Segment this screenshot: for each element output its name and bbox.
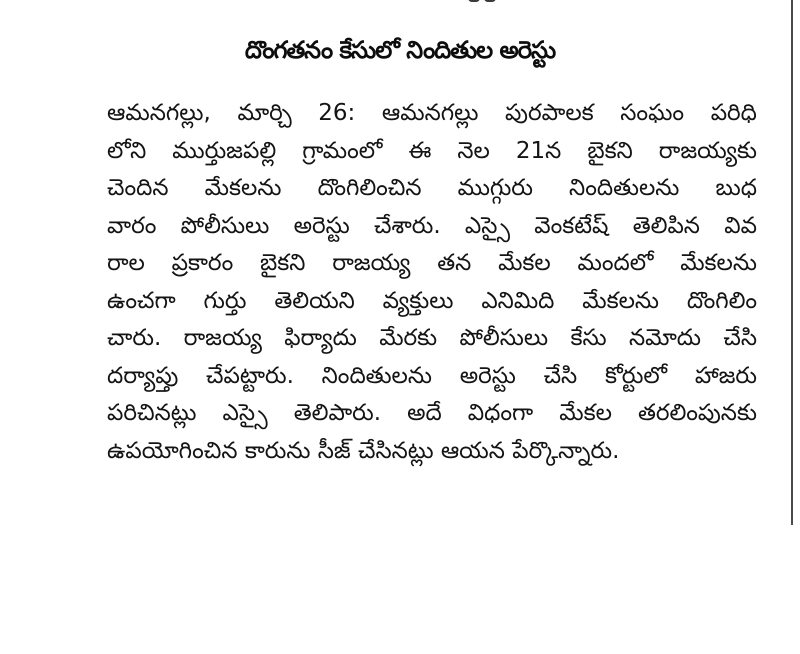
- article-line: రాల ప్రకారం బైకని రాజయ్య తన మేకల మందలో మేకలను: [107, 250, 757, 276]
- article-line: ఉంచగా గుర్తు తెలియని వ్యక్తులు ఎనిమిది మేకలను దొంగిలిం: [107, 287, 757, 314]
- article-line: లోని ముర్తుజపల్లి గ్రామంలో ఈ నెల 21న బైకని రాజయ్యకు: [107, 137, 757, 164]
- article-line: వారం పోలీసులు అరెస్టు చేశారు. ఎస్సై వెంకటేష్ తెలిపిన వివ: [107, 212, 757, 239]
- article-body: [107, 95, 757, 470]
- article-line: చారు. రాజయ్య ఫిర్యాదు మేరకు పోలీసులు కేసు నమోదు చేసి: [107, 325, 757, 351]
- article-line: పరిచినట్లు ఎస్సై తెలిపారు. అదే విధంగా మేకల తరలింపునకు: [107, 400, 757, 426]
- cropped-headline-fragment: [468, 0, 508, 4]
- column-divider: [791, 0, 793, 525]
- article-line: ఆమనగల్లు, మార్చి 26: ఆమనగల్లు పురపాలక సంఘం పరిధి: [107, 100, 757, 126]
- blank-margin: [0, 530, 800, 654]
- article-headline: దొంగతనం కేసులో నిందితుల అరెస్టు: [244, 36, 556, 64]
- article-line: ఉపయోగించిన కారును సీజ్ చేసినట్లు ఆయన పేర్కొన్నారు.: [107, 437, 620, 464]
- article-line: చెందిన మేకలను దొంగిలించిన ముగ్గురు నిందితులను బుధ: [107, 175, 757, 201]
- article-line: దర్యాప్తు చేపట్టారు. నిందితులను అరెస్టు చేసి కోర్టులో హాజరు: [107, 362, 757, 389]
